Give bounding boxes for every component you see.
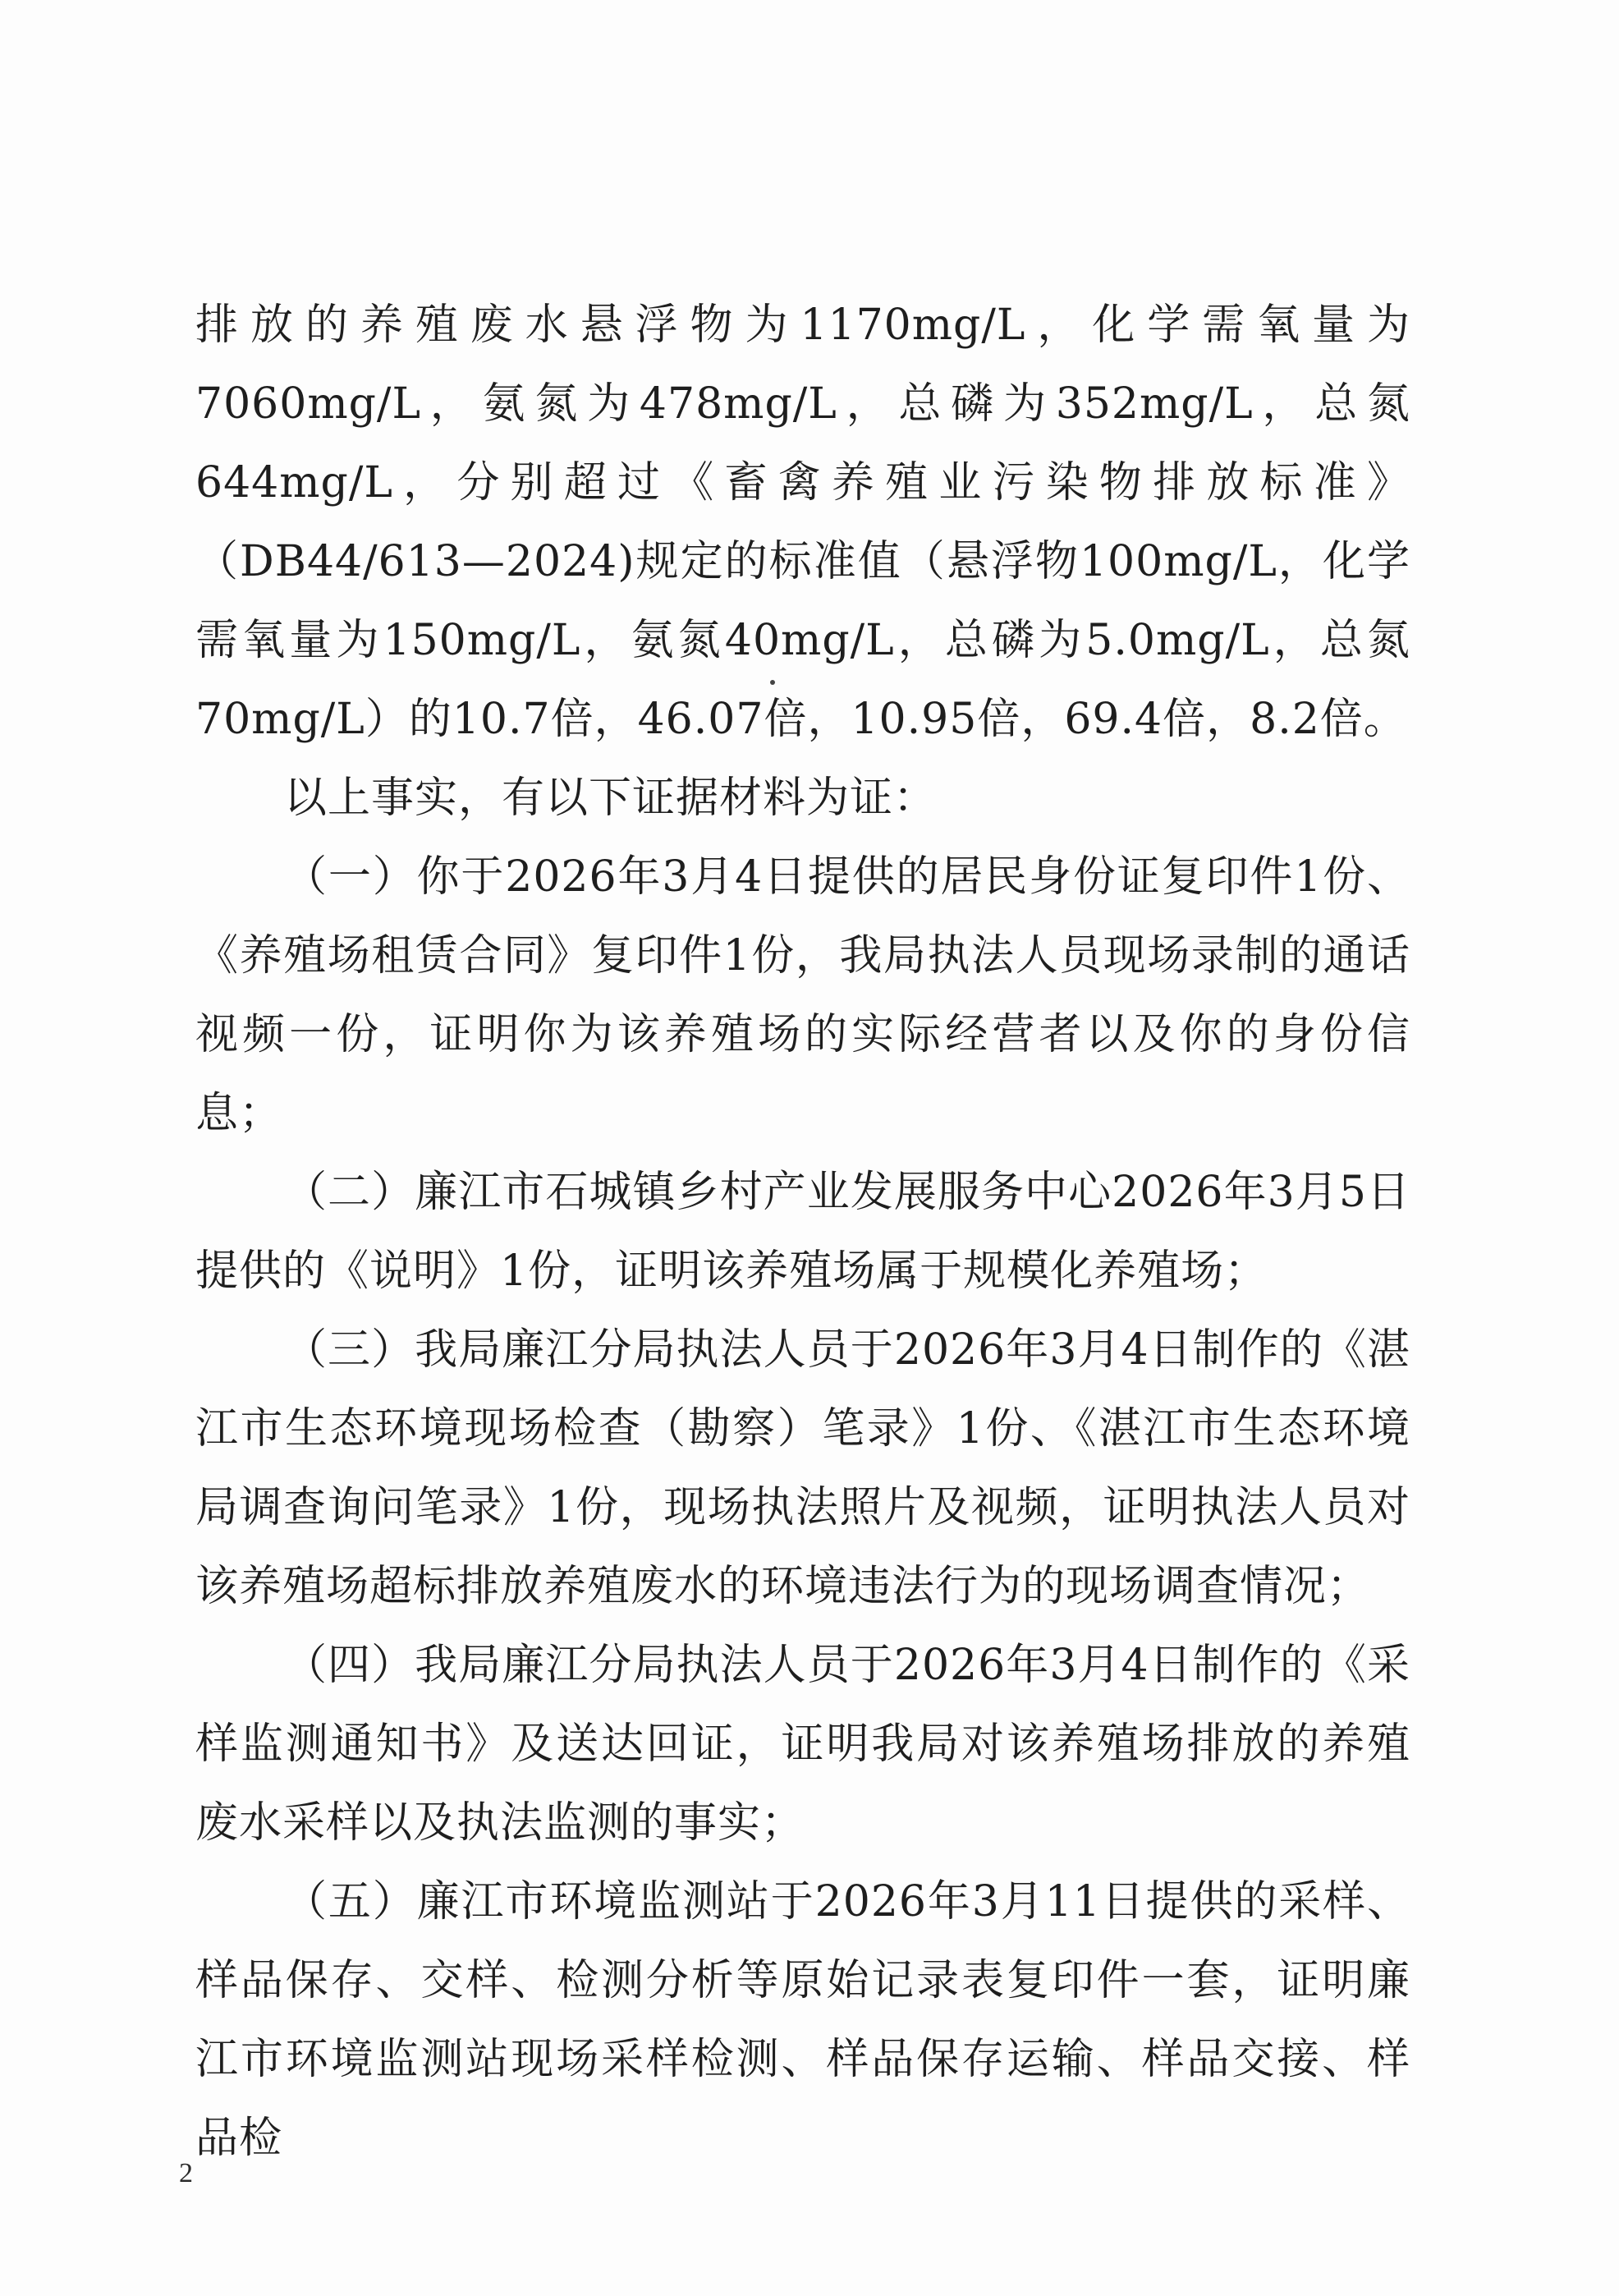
paragraph-evidence-2: （二）廉江市石城镇乡村产业发展服务中心2026年3月5日提供的《说明》1份，证明该养殖场属于规模化养殖场； xyxy=(195,1168,1410,1296)
paragraph-evidence-1: （一）你于2026年3月4日提供的居民身份证复印件1份、《养殖场租赁合同》复印件1份，我局执法人员现场录制的通话视频一份，证明你为该养殖场的实际经营者以及你的身份信息； xyxy=(195,852,1410,1138)
paragraph-evidence-intro: 以上事实，有以下证据材料为证： xyxy=(284,774,938,823)
paragraph-test-results: 排放的养殖废水悬浮物为1170mg/L，化学需氧量为7060mg/L，氨氮为478mg/L，总磷为352mg/L，总氮644mg/L，分别超过《畜禽养殖业污染物排放标准》（DB44/613—2024)规定的标准值（悬浮物100mg/L，化学需氧量为150mg/L，氨氮40mg/L，总磷为5.0mg/L，总氮70mg/L）的10.7倍，46.07倍，10.95倍，69.4倍，8.2倍。 xyxy=(195,301,1410,744)
scan-speck xyxy=(770,680,775,685)
page-number: 2 xyxy=(179,2158,193,2188)
paragraph-evidence-4: （四）我局廉江分局执法人员于2026年3月4日制作的《采样监测通知书》及送达回证，证明我局对该养殖场排放的养殖废水采样以及执法监测的事实； xyxy=(195,1641,1410,1848)
document-body xyxy=(195,286,1410,2178)
paragraph-evidence-5: （五）廉江市环境监测站于2026年3月11日提供的采样、样品保存、交样、检测分析等原始记录表复印件一套，证明廉江市环境监测站现场采样检测、样品保存运输、样品交接、样品检 xyxy=(195,1877,1410,2163)
paragraph-evidence-3: （三）我局廉江分局执法人员于2026年3月4日制作的《湛江市生态环境现场检查（勘察）笔录》1份、《湛江市生态环境局调查询问笔录》1份，现场执法照片及视频，证明执法人员对该养殖场超标排放养殖废水的环境违法行为的现场调查情况； xyxy=(195,1325,1410,1611)
